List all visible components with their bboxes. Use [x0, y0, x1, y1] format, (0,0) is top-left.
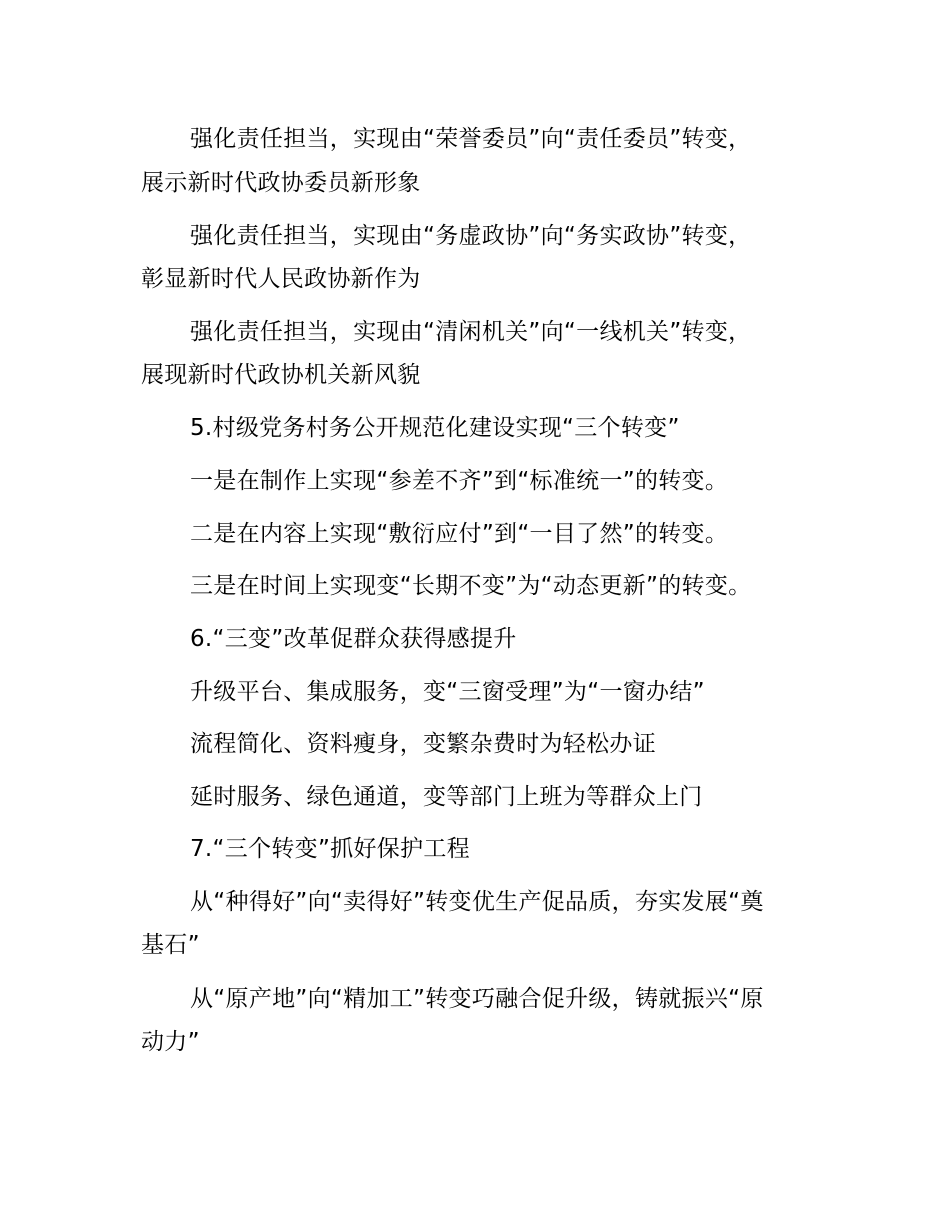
- section-6-item-3: 延时服务、绿色通道，变等部门上班为等群众上门: [190, 784, 703, 810]
- paragraph-2-line-1: 强化责任担当，实现由“务虚政协”向“务实政协”转变，: [190, 223, 752, 249]
- paragraph-2-line-2: 彰显新时代人民政协新作为: [141, 266, 421, 292]
- section-7-item-2-line-2: 动力”: [141, 1029, 200, 1055]
- section-7-item-1-line-2: 基石”: [141, 932, 200, 958]
- section-6-item-2: 流程简化、资料瘦身，变繁杂费时为轻松办证: [190, 731, 656, 757]
- section-5-item-3: 三是在时间上实现变“长期不变”为“动态更新”的转变。: [190, 573, 752, 599]
- paragraph-1-line-1: 强化责任担当，实现由“荣誉委员”向“责任委员”转变，: [190, 126, 752, 152]
- paragraph-1-line-2: 展示新时代政协委员新形象: [141, 170, 421, 196]
- section-6-item-1: 升级平台、集成服务，变“三窗受理”为“一窗办结”: [190, 679, 705, 705]
- paragraph-3-line-1: 强化责任担当，实现由“清闲机关”向“一线机关”转变，: [190, 319, 752, 345]
- section-5-heading: 5.村级党务村务公开规范化建设实现“三个转变”: [190, 415, 680, 441]
- paragraph-3-line-2: 展现新时代政协机关新风貌: [141, 362, 421, 388]
- section-5-item-1: 一是在制作上实现“参差不齐”到“标准统一”的转变。: [190, 468, 729, 494]
- section-5-item-2: 二是在内容上实现“敷衍应付”到“一目了然”的转变。: [190, 521, 729, 547]
- section-6-heading: 6.“三变”改革促群众获得感提升: [190, 626, 517, 652]
- section-7-item-2-line-1: 从“原产地”向“精加工”转变巧融合促升级，铸就振兴“原: [190, 986, 764, 1012]
- section-7-item-1-line-1: 从“种得好”向“卖得好”转变优生产促品质，夯实发展“奠: [190, 889, 764, 915]
- section-7-heading: 7.“三个转变”抓好保护工程: [190, 836, 470, 862]
